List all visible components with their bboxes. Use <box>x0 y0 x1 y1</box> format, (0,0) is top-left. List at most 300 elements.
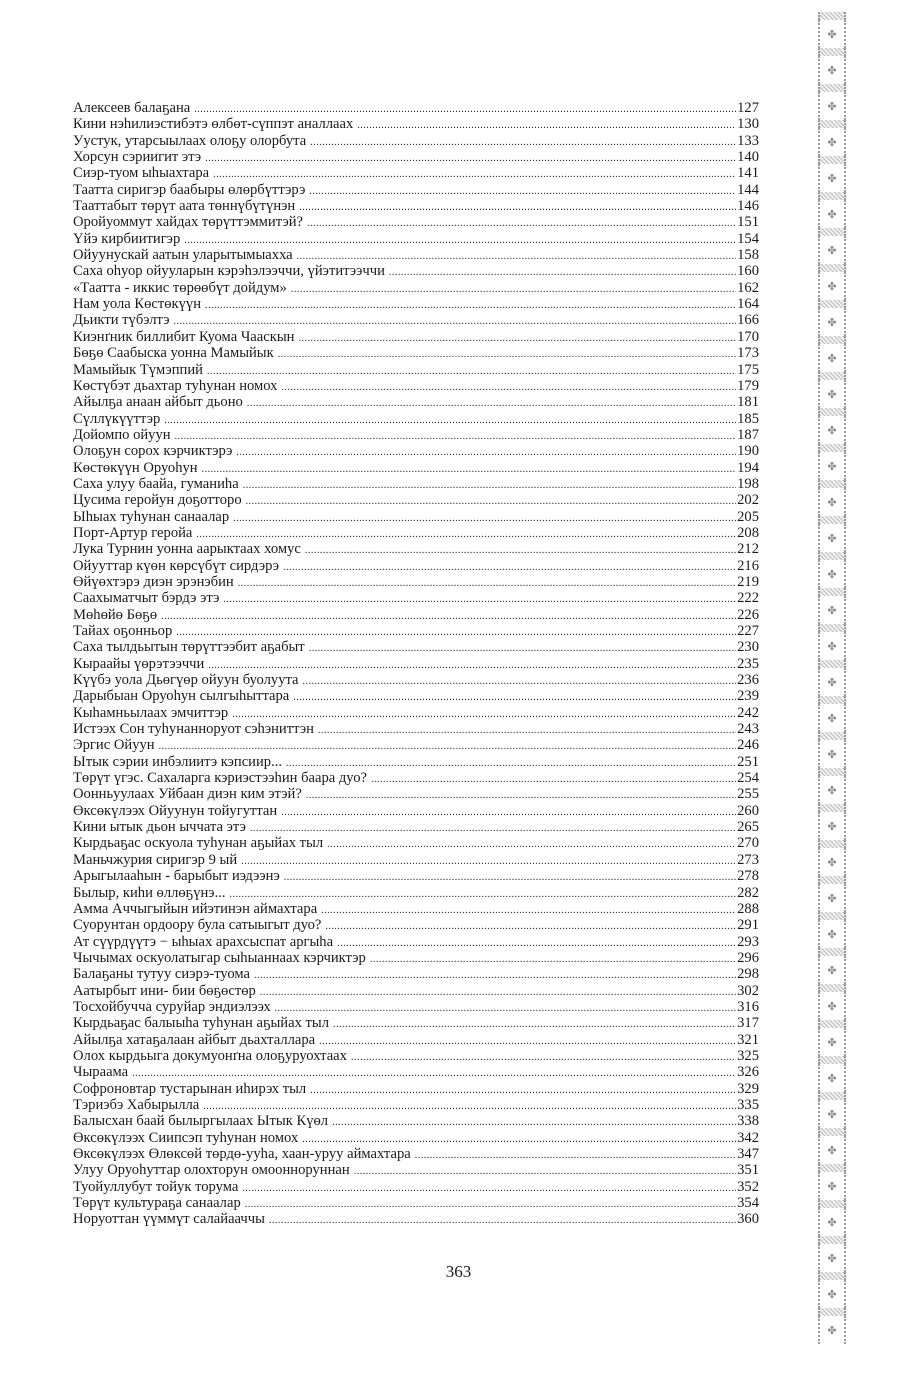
toc-entry-page: 302 <box>737 982 759 999</box>
toc-entry-page: 321 <box>737 1031 759 1048</box>
toc-entry-page: 293 <box>737 933 759 950</box>
floral-cross-icon: ✤ <box>818 776 846 804</box>
dot-leader <box>281 380 736 396</box>
toc-entry-title: Балысхан баай былыргылаах Ытык Күөл <box>73 1113 329 1130</box>
border-band <box>818 1164 846 1172</box>
toc-entry <box>73 312 759 328</box>
toc-entry <box>73 1179 759 1195</box>
toc-entry-page: 141 <box>737 165 759 182</box>
dot-leader <box>293 690 736 706</box>
toc-entry-title: Саха улуу баайа, гуманиһа <box>73 475 239 492</box>
toc-entry <box>73 214 759 230</box>
toc-entry <box>73 623 759 639</box>
border-band <box>818 588 846 596</box>
border-band <box>818 264 846 272</box>
toc-entry-page: 190 <box>737 443 759 460</box>
toc-entry <box>73 263 759 279</box>
dot-leader <box>242 1181 736 1197</box>
toc-entry-title: Кыраайы үөрэтээччи <box>73 655 205 672</box>
floral-cross-icon: ✤ <box>818 452 846 480</box>
toc-entry-page: 260 <box>737 802 759 819</box>
toc-entry-title: Оонньуулаах Уйбаан диэн ким этэй? <box>73 786 302 803</box>
border-band <box>818 1200 846 1208</box>
toc-entry-title: «Таатта - иккис төрөөбүт дойдум» <box>73 279 287 296</box>
toc-entry-page: 326 <box>737 1064 759 1081</box>
toc-entry-page: 198 <box>737 475 759 492</box>
toc-entry-title: Балаҕаны тутуу сиэрэ-туома <box>73 966 250 983</box>
toc-entry-title: Төрүт культураҕа санаалар <box>73 1195 241 1212</box>
toc-entry <box>73 639 759 655</box>
toc-entry <box>73 198 759 214</box>
toc-entry-title: Тосхойбучча суруйар эндиэлээх <box>73 998 271 1015</box>
toc-entry-title: Порт-Артур геройа <box>73 524 193 541</box>
floral-cross-icon: ✤ <box>818 668 846 696</box>
floral-cross-icon: ✤ <box>818 344 846 372</box>
border-band <box>818 1056 846 1064</box>
toc-entry <box>73 835 759 851</box>
toc-entry-title: Өйүөхтэрэ диэн эрэнэбин <box>73 573 234 590</box>
toc-entry <box>73 116 759 132</box>
toc-entry <box>73 1081 759 1097</box>
toc-entry <box>73 378 759 394</box>
toc-entry-page: 130 <box>737 116 759 133</box>
toc-entry-page: 278 <box>737 868 759 885</box>
toc-entry-title: Мамыйык Түмэппий <box>73 361 203 378</box>
toc-entry-page: 144 <box>737 181 759 198</box>
toc-entry <box>73 934 759 950</box>
floral-cross-icon: ✤ <box>818 200 846 228</box>
toc-entry <box>73 460 759 476</box>
floral-cross-icon: ✤ <box>818 1208 846 1236</box>
toc-entry <box>73 590 759 606</box>
toc-entry-page: 170 <box>737 328 759 345</box>
dot-leader <box>310 1083 736 1099</box>
toc-entry-page: 162 <box>737 279 759 296</box>
dot-leader <box>298 331 736 347</box>
toc-entry <box>73 443 759 459</box>
dot-leader <box>371 772 736 788</box>
dot-leader <box>283 560 736 576</box>
floral-cross-icon: ✤ <box>818 1028 846 1056</box>
toc-entry-page: 235 <box>737 655 759 672</box>
toc-entry-title: Ойууттар күөн көрсүбүт сирдэрэ <box>73 557 280 574</box>
floral-cross-icon: ✤ <box>818 164 846 192</box>
dot-leader <box>291 282 736 298</box>
toc-entry-title: Өксөкүлээх Сиипсэп туһунан номох <box>73 1129 299 1146</box>
toc-entry-title: Кырдьаҕас балыыһа туһунан аҕыйах тыл <box>73 1015 329 1032</box>
floral-cross-icon: ✤ <box>818 1280 846 1308</box>
toc-entry-title: Ытык сэрии инбэлиитэ кэпсиир... <box>73 753 283 770</box>
dot-leader <box>202 462 737 478</box>
toc-entry-title: Маньчжурия сиригэр 9 ый <box>73 851 238 868</box>
floral-cross-icon: ✤ <box>818 1136 846 1164</box>
toc-entry <box>73 672 759 688</box>
dot-leader <box>305 543 736 559</box>
floral-cross-icon: ✤ <box>818 740 846 768</box>
toc-entry <box>73 868 759 884</box>
border-band <box>818 840 846 848</box>
toc-entry <box>73 852 759 868</box>
dot-leader <box>269 1213 736 1229</box>
dot-leader <box>243 478 736 494</box>
toc-entry-page: 288 <box>737 900 759 917</box>
toc-entry-page: 151 <box>737 214 759 231</box>
toc-entry-title: Киэнґник биллибит Куома Чааскын <box>73 328 295 345</box>
toc-entry-title: Төрүт үгэс. Сахаларга кэриэстээһин баара дуо? <box>73 770 368 787</box>
floral-cross-icon: ✤ <box>818 1100 846 1128</box>
dot-leader <box>370 952 736 968</box>
border-band <box>818 156 846 164</box>
border-band <box>818 300 846 308</box>
floral-cross-icon: ✤ <box>818 704 846 732</box>
floral-cross-icon: ✤ <box>818 920 846 948</box>
toc-entry-title: Суорунтан ордоору була сатыыгыт дуо? <box>73 917 322 934</box>
toc-entry-title: Саха оһуор ойууларын кэрэһэлээччи, үйэтитээччи <box>73 263 385 280</box>
floral-cross-icon: ✤ <box>818 380 846 408</box>
toc-entry-title: Саахыматчыт бэрдэ этэ <box>73 590 220 607</box>
toc-entry-title: Ат сүүрдүүтэ − ыһыах арахсыспат аргыһа <box>73 933 334 950</box>
dot-leader <box>299 200 736 216</box>
border-band <box>818 1308 846 1316</box>
dot-leader <box>223 592 736 608</box>
toc-entry-title: Сиэр-туом ыһыахтара <box>73 165 210 182</box>
border-band <box>818 228 846 236</box>
toc-entry-page: 226 <box>737 606 759 623</box>
toc-entry-title: Нам уола Көстөкүүн <box>73 296 202 313</box>
border-band <box>818 660 846 668</box>
dot-leader <box>247 396 736 412</box>
toc-entry-page: 338 <box>737 1113 759 1130</box>
decorative-border <box>818 12 846 1357</box>
toc-entry <box>73 1211 759 1227</box>
toc-entry-title: Эргис Ойуун <box>73 737 155 754</box>
toc-entry <box>73 574 759 590</box>
toc-entry-page: 270 <box>737 835 759 852</box>
border-band <box>818 1236 846 1244</box>
floral-cross-icon: ✤ <box>818 56 846 84</box>
floral-cross-icon: ✤ <box>818 1064 846 1092</box>
toc-entry <box>73 1130 759 1146</box>
toc-entry-page: 194 <box>737 459 759 476</box>
toc-entry-page: 181 <box>737 394 759 411</box>
toc-entry-page: 243 <box>737 721 759 738</box>
floral-cross-icon: ✤ <box>818 524 846 552</box>
dot-leader <box>241 854 736 870</box>
floral-cross-icon: ✤ <box>818 1172 846 1200</box>
toc-entry-title: Кини нэһилиэстибэтэ өлбөт-сүппэт аналлаах <box>73 116 354 133</box>
toc-entry <box>73 509 759 525</box>
toc-entry-title: Көстөкүүн Оруоһун <box>73 459 198 476</box>
toc-entry-title: Ойуунускай аатын уларытымыахха <box>73 247 293 264</box>
toc-entry <box>73 1162 759 1178</box>
toc-entry <box>73 999 759 1015</box>
toc-entry <box>73 476 759 492</box>
border-band <box>818 408 846 416</box>
toc-entry-page: 316 <box>737 998 759 1015</box>
dot-leader <box>275 1001 736 1017</box>
toc-entry <box>73 100 759 116</box>
floral-cross-icon: ✤ <box>818 92 846 120</box>
toc-entry <box>73 1113 759 1129</box>
toc-entry <box>73 1015 759 1031</box>
border-band <box>818 12 846 20</box>
toc-entry-title: Былыр, киһи өллөҕүнэ... <box>73 884 226 901</box>
table-of-contents <box>73 100 759 1228</box>
toc-entry-title: Софроновтар тустарынан иһирэх тыл <box>73 1080 307 1097</box>
floral-cross-icon: ✤ <box>818 416 846 444</box>
toc-entry <box>73 541 759 557</box>
dot-leader <box>327 837 736 853</box>
toc-entry <box>73 721 759 737</box>
toc-entry <box>73 917 759 933</box>
toc-entry-title: Айылҕа хатаҕалаан айбыт дьахталлара <box>73 1031 316 1048</box>
border-band <box>818 192 846 200</box>
toc-entry <box>73 296 759 312</box>
toc-entry <box>73 345 759 361</box>
dot-leader <box>351 1050 736 1066</box>
toc-entry-title: Кыһамньылаах эмчиттэр <box>73 704 229 721</box>
toc-entry-page: 166 <box>737 312 759 329</box>
toc-entry <box>73 149 759 165</box>
dot-leader <box>205 298 736 314</box>
toc-entry <box>73 688 759 704</box>
dot-leader <box>207 364 736 380</box>
dot-leader <box>325 919 736 935</box>
toc-entry-page: 273 <box>737 851 759 868</box>
toc-entry <box>73 950 759 966</box>
dot-leader <box>161 609 736 625</box>
toc-entry-page: 265 <box>737 819 759 836</box>
toc-entry-title: Олох кырдьыга докумуонґна олоҕуруохтаах <box>73 1047 347 1064</box>
border-band <box>818 1092 846 1100</box>
floral-cross-icon: ✤ <box>818 992 846 1020</box>
border-band <box>818 912 846 920</box>
dot-leader <box>254 968 736 984</box>
border-band <box>818 804 846 812</box>
toc-entry-page: 219 <box>737 573 759 590</box>
toc-entry <box>73 394 759 410</box>
toc-entry-page: 227 <box>737 623 759 639</box>
toc-entry <box>73 247 759 263</box>
toc-entry-title: Чычымах оскуолатыгар сыһыаннаах кэрчиктэр <box>73 949 366 966</box>
toc-entry-page: 325 <box>737 1047 759 1064</box>
border-band <box>818 1128 846 1136</box>
toc-entry-page: 140 <box>737 149 759 166</box>
toc-entry-page: 212 <box>737 541 759 558</box>
dot-leader <box>233 511 736 527</box>
toc-entry-title: Айылҕа анаан айбыт дьоно <box>73 394 243 411</box>
toc-entry-title: Көстүбэт дьахтар туһунан номох <box>73 377 278 394</box>
toc-entry-page: 254 <box>737 770 759 787</box>
dot-leader <box>281 805 736 821</box>
toc-entry-page: 251 <box>737 753 759 770</box>
toc-entry <box>73 786 759 802</box>
dot-leader <box>307 216 736 232</box>
border-band <box>818 552 846 560</box>
floral-cross-icon: ✤ <box>818 488 846 516</box>
dot-leader <box>309 641 736 657</box>
toc-entry-page: 239 <box>737 688 759 705</box>
floral-cross-icon: ✤ <box>818 1316 846 1344</box>
toc-entry <box>73 770 759 786</box>
toc-entry-title: Туойуллубут тойук торума <box>73 1178 239 1195</box>
toc-entry-title: Оройуоммут хайдах төрүттэммитэй? <box>73 214 304 231</box>
toc-entry-title: Дьикти түбэлтэ <box>73 312 170 329</box>
toc-entry <box>73 362 759 378</box>
border-band <box>818 1272 846 1280</box>
toc-entry <box>73 165 759 181</box>
toc-entry-title: Цусима геройун доҕотторо <box>73 492 242 509</box>
border-band <box>818 696 846 704</box>
toc-entry-page: 298 <box>737 966 759 983</box>
toc-entry-page: 296 <box>737 949 759 966</box>
toc-entry-page: 185 <box>737 410 759 427</box>
toc-entry-title: Кини ытык дьон ыччата этэ <box>73 819 246 836</box>
toc-entry <box>73 411 759 427</box>
dot-leader <box>333 1017 736 1033</box>
toc-entry-title: Амма Аччыгыйын ийэтинэн аймахтара <box>73 900 318 917</box>
toc-entry-page: 291 <box>737 917 759 934</box>
floral-cross-icon: ✤ <box>818 560 846 588</box>
toc-entry-page: 317 <box>737 1015 759 1032</box>
toc-entry-page: 164 <box>737 296 759 313</box>
toc-entry <box>73 427 759 443</box>
dot-leader <box>310 135 736 151</box>
dot-leader <box>260 985 736 1001</box>
toc-entry-title: Уустук, утарсыылаах олоҕу олорбута <box>73 132 307 149</box>
toc-entry <box>73 1048 759 1064</box>
toc-entry <box>73 656 759 672</box>
toc-entry-page: 133 <box>737 132 759 149</box>
toc-entry-title: Норуоттан үүммүт салайааччы <box>73 1211 265 1228</box>
toc-entry-title: Хорсун сэриигит этэ <box>73 149 202 166</box>
dot-leader <box>238 576 736 592</box>
toc-entry <box>73 133 759 149</box>
toc-entry <box>73 1097 759 1113</box>
toc-entry-page: 282 <box>737 884 759 901</box>
toc-entry-title: Сүллүкүүттэр <box>73 410 161 427</box>
border-band <box>818 516 846 524</box>
toc-entry <box>73 525 759 541</box>
toc-entry <box>73 492 759 508</box>
toc-entry <box>73 1032 759 1048</box>
toc-entry-page: 342 <box>737 1129 759 1146</box>
toc-entry-page: 205 <box>737 508 759 525</box>
toc-entry-page: 179 <box>737 377 759 394</box>
border-band <box>818 1020 846 1028</box>
toc-entry-title: Бөҕө Саабыска уонна Мамыйык <box>73 345 274 362</box>
dot-leader <box>175 429 737 445</box>
border-band <box>818 480 846 488</box>
toc-entry-page: 173 <box>737 345 759 362</box>
border-band <box>818 984 846 992</box>
floral-cross-icon: ✤ <box>818 848 846 876</box>
toc-entry-page: 351 <box>737 1162 759 1179</box>
dot-leader <box>205 151 736 167</box>
dot-leader <box>415 1148 736 1164</box>
toc-entry-title: Дарыбыан Оруоһун сылгыһыттара <box>73 688 290 705</box>
toc-entry-page: 360 <box>737 1211 759 1228</box>
dot-leader <box>164 413 736 429</box>
toc-entry <box>73 280 759 296</box>
toc-entry-title: Өксөкүлээх Ойуунун тойугуттан <box>73 802 278 819</box>
toc-entry-page: 202 <box>737 492 759 509</box>
toc-entry-title: Тэриэбэ Хабырылла <box>73 1096 200 1113</box>
toc-entry-page: 236 <box>737 672 759 689</box>
page-number: 363 <box>445 1262 472 1281</box>
toc-entry <box>73 901 759 917</box>
toc-entry-page: 127 <box>737 100 759 116</box>
toc-entry <box>73 966 759 982</box>
toc-entry-title: Тайах оҕонньор <box>73 623 173 639</box>
floral-cross-icon: ✤ <box>818 632 846 660</box>
border-band <box>818 84 846 92</box>
toc-entry-title: Арыгылааһын - барыбыт иэдээнэ <box>73 868 280 885</box>
floral-cross-icon: ✤ <box>818 308 846 336</box>
toc-entry-title: Мөһөйө Бөҕө <box>73 606 158 623</box>
toc-entry <box>73 1064 759 1080</box>
toc-entry-page: 158 <box>737 247 759 264</box>
floral-cross-icon: ✤ <box>818 1244 846 1272</box>
toc-entry-title: Үйэ кирбиитигэр <box>73 230 181 247</box>
toc-entry <box>73 182 759 198</box>
dot-leader <box>357 118 736 134</box>
toc-entry-page: 335 <box>737 1096 759 1113</box>
toc-entry-title: Кырдьаҕас оскуола туһунан аҕыйах тыл <box>73 835 324 852</box>
toc-entry-title: Лука Турнин уонна аарыктаах хомус <box>73 541 301 558</box>
toc-entry <box>73 231 759 247</box>
toc-entry <box>73 705 759 721</box>
border-band <box>818 372 846 380</box>
dot-leader <box>321 903 736 919</box>
toc-entry <box>73 754 759 770</box>
toc-entry-title: Улуу Оруоһуттар олохторун омоонноруннан <box>73 1162 350 1179</box>
border-band <box>818 948 846 956</box>
toc-entry-title: Дойомпо ойуун <box>73 426 171 443</box>
border-band <box>818 120 846 128</box>
dot-leader <box>284 870 736 886</box>
border-band <box>818 768 846 776</box>
floral-cross-icon: ✤ <box>818 812 846 840</box>
toc-entry-page: 208 <box>737 524 759 541</box>
border-band <box>818 444 846 452</box>
floral-cross-icon: ✤ <box>818 236 846 264</box>
dot-leader <box>319 1034 736 1050</box>
toc-entry <box>73 819 759 835</box>
toc-entry <box>73 885 759 901</box>
border-band <box>818 624 846 632</box>
floral-cross-icon: ✤ <box>818 956 846 984</box>
dot-leader <box>306 788 736 804</box>
toc-entry-title: Күүбэ уола Дьөгүөр ойуун буолуута <box>73 672 299 689</box>
toc-entry-page: 216 <box>737 557 759 574</box>
dot-leader <box>389 265 736 281</box>
toc-entry-page: 329 <box>737 1080 759 1097</box>
toc-entry <box>73 329 759 345</box>
toc-entry <box>73 558 759 574</box>
toc-entry <box>73 983 759 999</box>
toc-entry-page: 187 <box>737 426 759 443</box>
border-band <box>818 732 846 740</box>
floral-cross-icon: ✤ <box>818 884 846 912</box>
toc-entry-title: Чыраама <box>73 1064 129 1081</box>
dot-leader <box>309 184 736 200</box>
dot-leader <box>245 1197 736 1213</box>
toc-entry-page: 230 <box>737 639 759 656</box>
toc-entry-title: Олоҕун сорох кэрчиктэрэ <box>73 443 233 460</box>
floral-cross-icon: ✤ <box>818 128 846 156</box>
toc-entry <box>73 1195 759 1211</box>
